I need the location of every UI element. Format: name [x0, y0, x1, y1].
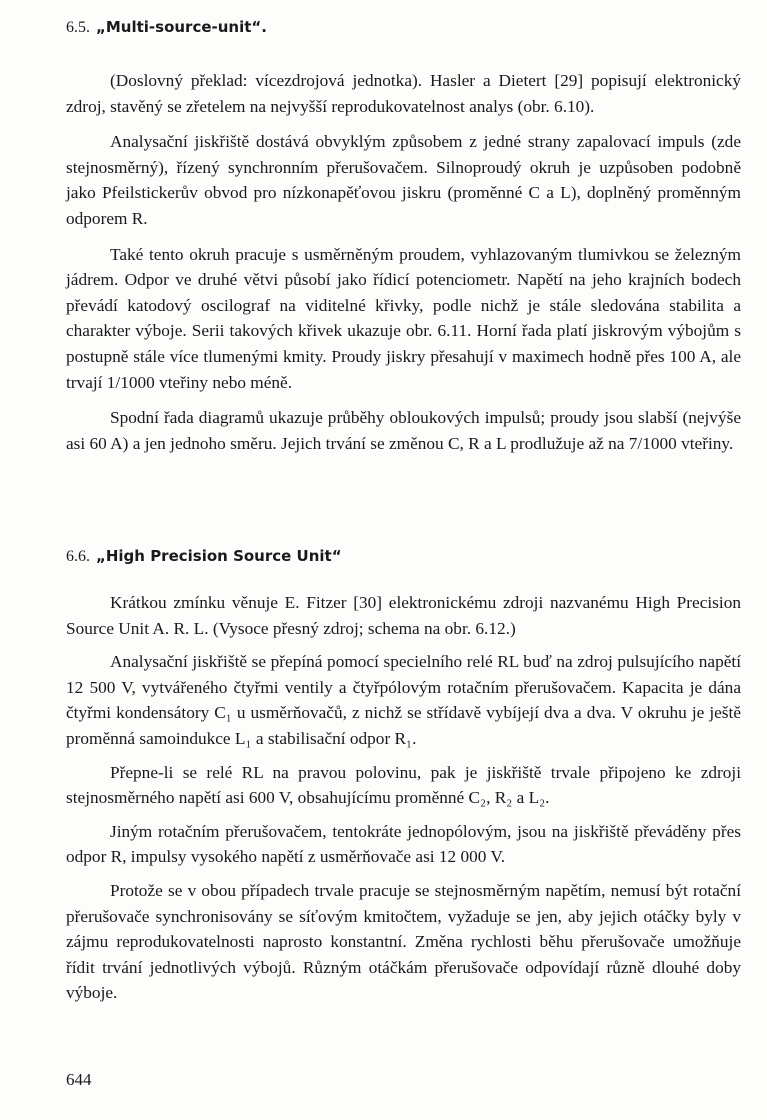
paragraph: Také tento okruh pracuje s usměrněným proudem, vyhlazovaným tlumivkou se železným jádrem. Odpor ve druhé větvi působí jako řídicí potenciometr. Napětí na jeho krajních bodech převádí katodový oscilograf na viditelné křivky, podle nichž je stále sledována stabilita a charakter výboje. Serii takových křivek ukazuje obr. 6.11. Horní řada platí jiskrovým výbojům s postupně stále více tlumenými kmity. Proudy jiskry přesahují v maximech hodně přes 100 A, ale trvají 1/1000 vteřiny nebo méně.	[66, 244, 741, 392]
section-number: 6.5.	[66, 19, 90, 36]
paragraph: Analysační jiskřiště dostává obvyklým způsobem z jedné strany zapalovací impuls (zde stejnosměrný), řízený synchronním přerušovačem. Silnoproudý okruh je uzpůsoben podobně jako Pfeilstickerův obvod pro nízkonapěťovou jiskru (proměnné C a L), doplněný proměnným odporem R.	[66, 132, 741, 228]
paragraph: Jiným rotačním přerušovačem, tentokráte jednopólovým, jsou na jiskřiště převáděny přes odpor R, impulsy vysokého napětí z usměrňovače asi 12 000 V.	[66, 821, 741, 867]
paragraph: Krátkou zmínku věnuje E. Fitzer [30] elektronickému zdroji nazvanému High Precision Source Unit A. R. L. (Vysoce přesný zdroj; schema na obr. 6.12.)	[66, 593, 741, 638]
section-6-5-heading	[66, 18, 267, 37]
paragraph: (Doslovný překlad: vícezdrojová jednotka). Hasler a Dietert [29] popisují elektronický zdroj, stavěný se zřetelem na nejvyšší reprodukovatelnost analys (obr. 6.10).	[66, 71, 741, 116]
section-6-5-body	[66, 68, 741, 466]
section-6-6-heading	[66, 547, 342, 566]
paragraph: Protože se v obou případech trvale pracuje se stejnosměrným napětím, nemusí být rotační přerušovače synchronisovány se síťovým kmitočtem, vyžaduje se jen, aby jejich otáčky byly v zájmu reprodukovatelnosti naprosto konstantní. Změna rychlosti běhu přerušovače umožňuje řídit trvání jednotlivých výbojů. Různým otáčkám přerušovače odpovídají různě dlouhé doby výboje.	[66, 880, 741, 1003]
section-number: 6.6.	[66, 548, 90, 565]
paragraph: Analysační jiskřiště se přepíná pomocí specielního relé RL buď na zdroj pulsujícího napětí 12 500 V, vytvářeného čtyřmi ventily a čtyřpólovým rotačním přerušovačem. Kapacita je dána čtyřmi kondensátory C₁ u usměrňovačů, z nichž se střídavě vybíjejí dva a dva. V okruhu je ještě proměnná samoindukce L₁ a stabilisační odpor R₁.	[66, 652, 741, 748]
paragraph: Spodní řada diagramů ukazuje průběhy obloukových impulsů; proudy jsou slabší (nejvýše asi 60 A) a jen jednoho směru. Jejich trvání se změnou C, R a L prodlužuje až na 7/1000 vteřiny.	[66, 408, 741, 453]
section-title: „Multi-source-unit“.	[96, 18, 267, 36]
section-6-6-body	[66, 590, 741, 1014]
section-title: „High Precision Source Unit“	[96, 547, 342, 565]
page-number: 644	[66, 1070, 92, 1089]
paragraph: Přepne-li se relé RL na pravou polovinu, pak je jiskřiště trvale připojeno ke zdroji stejnosměrného napětí asi 600 V, obsahujícímu proměnné C₂, R₂ a L₂.	[66, 762, 741, 808]
